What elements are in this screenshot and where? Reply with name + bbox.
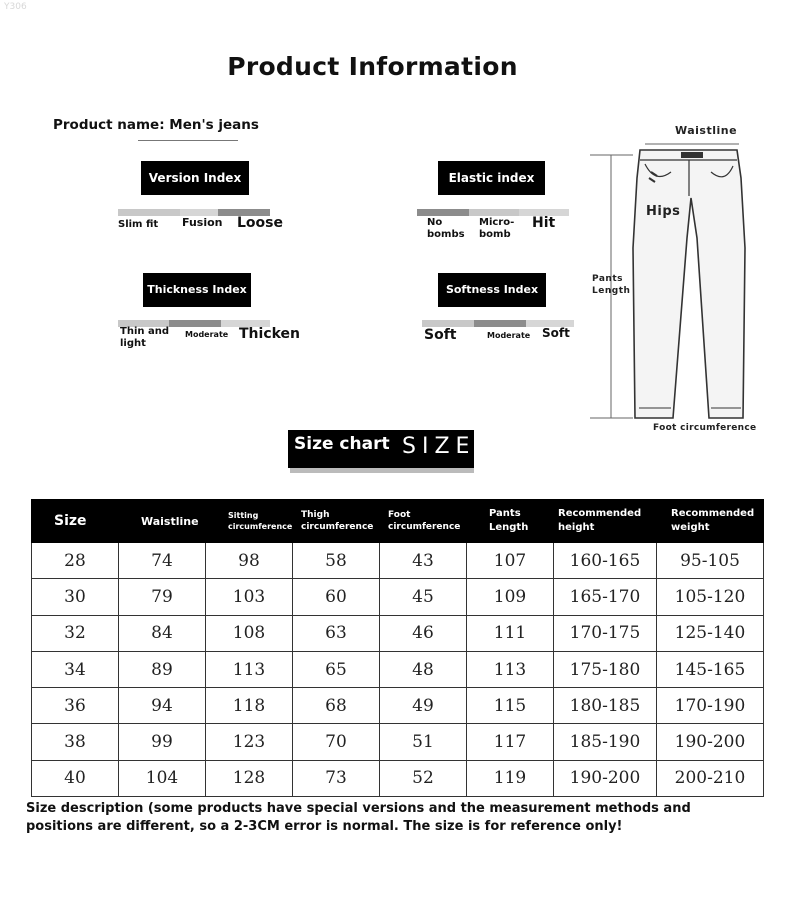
table-cell: 170-175	[554, 615, 657, 651]
softness-bar-moderate	[474, 320, 526, 327]
table-cell: 103	[206, 579, 293, 615]
table-row	[32, 579, 764, 615]
version-label-loose: Loose	[237, 215, 283, 231]
header-length: Pants Length	[467, 500, 554, 543]
table-cell: 32	[32, 615, 119, 651]
waistline-label: Waistline	[675, 124, 738, 137]
version-label-slim: Slim fit	[118, 219, 159, 230]
table-cell: 113	[467, 651, 554, 687]
table-cell: 105-120	[657, 579, 764, 615]
elastic-index-title: Elastic index	[438, 161, 545, 195]
table-cell: 49	[380, 688, 467, 724]
size-table	[31, 499, 764, 797]
table-cell: 34	[32, 651, 119, 687]
elastic-label-hit: Hit	[532, 215, 556, 231]
softness-label-soft2: Soft	[542, 326, 570, 340]
size-chart-big: SIZE	[402, 434, 476, 459]
table-cell: 170-190	[657, 688, 764, 724]
size-chart-banner	[288, 430, 474, 468]
table-cell: 89	[119, 651, 206, 687]
header-height: Recommended height	[554, 500, 657, 543]
elastic-bar-micro	[469, 209, 519, 216]
table-cell: 111	[467, 615, 554, 651]
table-row	[32, 615, 764, 651]
table-cell: 63	[293, 615, 380, 651]
table-cell: 128	[206, 760, 293, 796]
table-cell: 145-165	[657, 651, 764, 687]
page-title: Product Information	[227, 52, 518, 81]
thickness-bar-moderate	[169, 320, 221, 327]
table-cell: 38	[32, 724, 119, 760]
table-cell: 104	[119, 760, 206, 796]
version-index-title: Version Index	[141, 161, 249, 195]
table-cell: 113	[206, 651, 293, 687]
thickness-label-thicken: Thicken	[239, 326, 301, 342]
table-cell: 79	[119, 579, 206, 615]
table-cell: 190-200	[554, 760, 657, 796]
table-cell: 108	[206, 615, 293, 651]
table-cell: 94	[119, 688, 206, 724]
table-cell: 160-165	[554, 543, 657, 579]
table-cell: 52	[380, 760, 467, 796]
table-cell: 60	[293, 579, 380, 615]
product-name: Product name: Men's jeans	[53, 117, 259, 133]
table-cell: 200-210	[657, 760, 764, 796]
elastic-bar-none	[417, 209, 469, 216]
table-cell: 30	[32, 579, 119, 615]
table-header-row	[32, 500, 764, 543]
thickness-label-moderate: Moderate	[185, 330, 229, 339]
table-cell: 185-190	[554, 724, 657, 760]
elastic-label-micro: Micro-bomb	[479, 217, 515, 240]
softness-index-title: Softness Index	[438, 273, 546, 307]
table-cell: 28	[32, 543, 119, 579]
elastic-label-none: No bombs	[427, 217, 465, 240]
pants-length-label-2: Length	[592, 286, 631, 296]
table-cell: 190-200	[657, 724, 764, 760]
table-cell: 43	[380, 543, 467, 579]
foot-circumference-label: Foot circumference	[653, 423, 757, 433]
softness-label-soft: Soft	[424, 327, 457, 343]
table-cell: 107	[467, 543, 554, 579]
header-sitting: Sitting circumference	[206, 500, 293, 543]
table-row	[32, 724, 764, 760]
table-cell: 45	[380, 579, 467, 615]
header-foot: Foot circumference	[380, 500, 467, 543]
softness-label-moderate: Moderate	[487, 331, 531, 340]
pants-length-label-1: Pants	[592, 274, 623, 284]
table-row	[32, 651, 764, 687]
table-cell: 98	[206, 543, 293, 579]
size-note: Size description (some products have special versions and the measurement methods and positions are different, so a 2-3CM error is normal. The size is for reference only!	[26, 801, 691, 834]
table-cell: 175-180	[554, 651, 657, 687]
thickness-index-title: Thickness Index	[143, 273, 251, 307]
watermark: Y306	[4, 2, 27, 12]
size-chart-label: Size chart	[294, 434, 390, 454]
table-cell: 95-105	[657, 543, 764, 579]
table-cell: 58	[293, 543, 380, 579]
table-cell: 74	[119, 543, 206, 579]
table-cell: 123	[206, 724, 293, 760]
table-cell: 73	[293, 760, 380, 796]
table-cell: 51	[380, 724, 467, 760]
version-bar-slim	[118, 209, 180, 216]
header-thigh: Thigh circumference	[293, 500, 380, 543]
table-cell: 180-185	[554, 688, 657, 724]
table-cell: 65	[293, 651, 380, 687]
hips-label: Hips	[646, 204, 681, 219]
table-cell: 109	[467, 579, 554, 615]
table-cell: 46	[380, 615, 467, 651]
product-name-underline	[138, 140, 238, 141]
table-cell: 36	[32, 688, 119, 724]
table-cell: 115	[467, 688, 554, 724]
table-row	[32, 688, 764, 724]
table-cell: 40	[32, 760, 119, 796]
thickness-label-thin: Thin and light	[120, 326, 169, 349]
table-cell: 119	[467, 760, 554, 796]
header-size: Size	[32, 500, 119, 543]
header-weight: Recommended weight	[657, 500, 764, 543]
table-cell: 165-170	[554, 579, 657, 615]
table-cell: 99	[119, 724, 206, 760]
table-row	[32, 760, 764, 796]
header-waistline: Waistline	[119, 500, 206, 543]
table-cell: 118	[206, 688, 293, 724]
table-row	[32, 543, 764, 579]
table-cell: 48	[380, 651, 467, 687]
table-cell: 68	[293, 688, 380, 724]
table-cell: 125-140	[657, 615, 764, 651]
version-bar-fusion	[180, 209, 218, 216]
version-label-fusion: Fusion	[182, 216, 223, 229]
size-chart-shadow	[290, 468, 474, 473]
table-cell: 70	[293, 724, 380, 760]
table-cell: 117	[467, 724, 554, 760]
softness-bar-soft	[422, 320, 474, 327]
table-cell: 84	[119, 615, 206, 651]
